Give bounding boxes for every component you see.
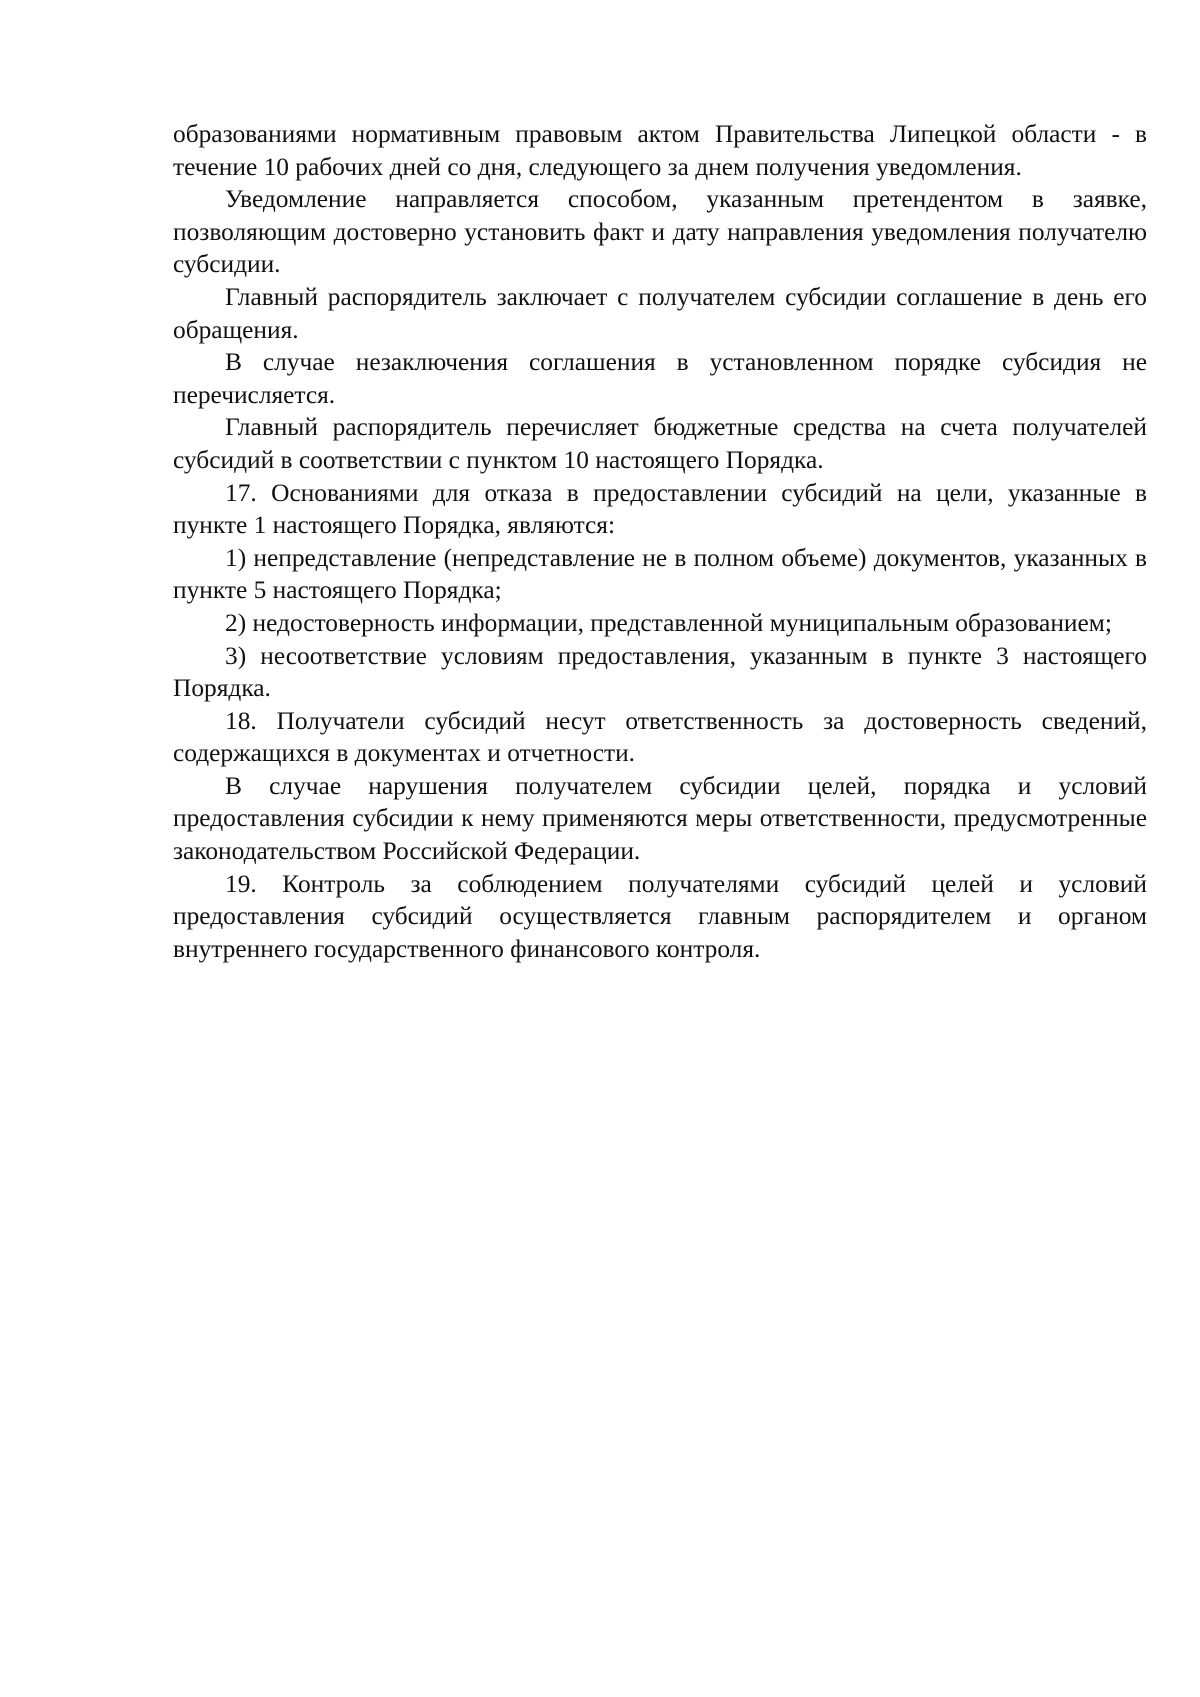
paragraph-17-refusal-grounds: 17. Основаниями для отказа в предоставлении субсидий на цели, указанные в пункте 1 настоящего Порядка, являются:: [173, 478, 1147, 540]
paragraph-notification-method: Уведомление направляется способом, указанным претендентом в заявке, позволяющим достоверно установить факт и дату направления уведомления получателю субсидии.: [173, 185, 1147, 279]
paragraph-transfer: Главный распорядитель перечисляет бюджетные средства на счета получателей субсидий в соответствии с пунктом 10 настоящего Порядка.: [173, 413, 1147, 474]
paragraph-18-responsibility: 18. Получатели субсидий несут ответственность за достоверность сведений, содержащихся в документах и отчетности.: [173, 706, 1147, 768]
paragraph-agreement: Главный распорядитель заключает с получателем субсидии соглашение в день его обращения.: [173, 282, 1147, 344]
paragraph-17-item-3: 3) несоответствие условиям предоставления, указанным в пункте 3 настоящего Порядка.: [173, 641, 1147, 703]
paragraph-17-item-1: 1) непредставление (непредставление не в полном объеме) документов, указанных в пункте 5 настоящего Порядка;: [173, 543, 1147, 605]
document-body: [173, 118, 1147, 965]
paragraph-19-control: 19. Контроль за соблюдением получателями субсидий целей и условий предоставления субсидий осуществляется главным распорядителем и органом внутреннего государственного финансового контроля.: [173, 869, 1147, 963]
paragraph-17-item-2: 2) недостоверность информации, представленной муниципальным образованием;: [225, 608, 1112, 637]
paragraph-no-agreement: В случае незаключения соглашения в установленном порядке субсидия не перечисляется.: [173, 348, 1147, 409]
paragraph-continuation: образованиями нормативным правовым актом Правительства Липецкой области - в течение 10 рабочих дней со дня, следующего за днем получения уведомления.: [173, 120, 1147, 181]
paragraph-violation-measures: В случае нарушения получателем субсидии целей, порядка и условий предоставления субсидии к нему применяются меры ответственности, предусмотренные законодательством Российской Федерации.: [173, 771, 1147, 866]
